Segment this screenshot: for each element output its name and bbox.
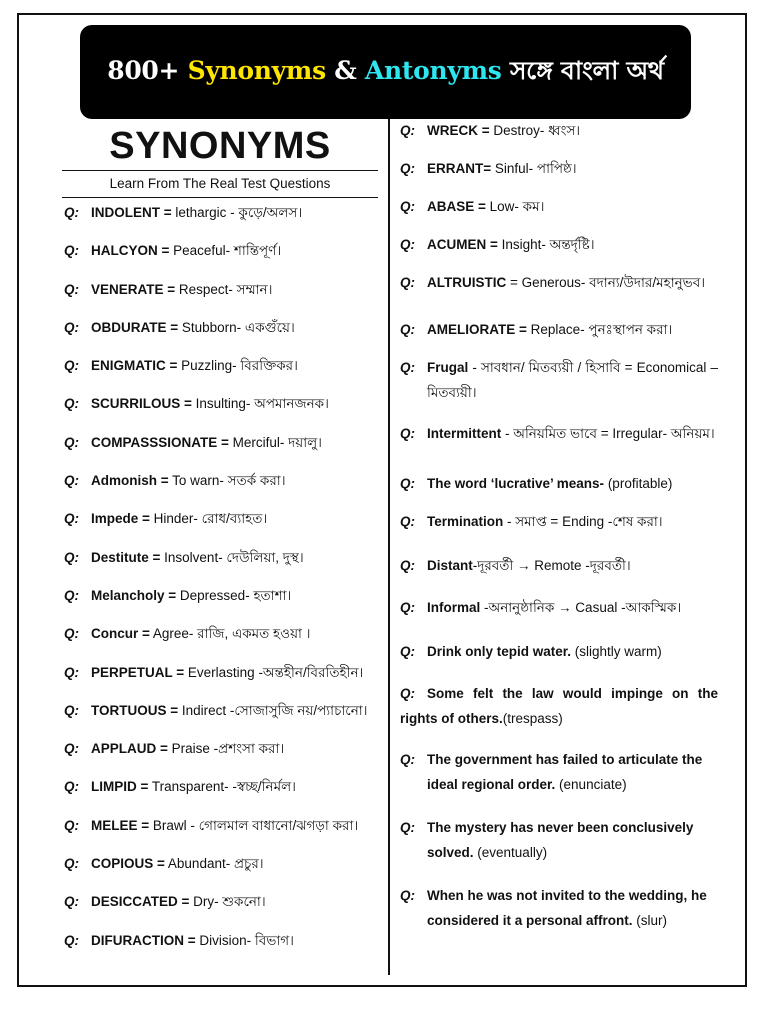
- question-marker: Q:: [64, 664, 79, 680]
- word-definition: Abundant- প্রচুর।: [164, 856, 264, 872]
- banner-bangla: সঙ্গে বাংলা অর্থ: [501, 55, 664, 85]
- word-term: APPLAUD =: [91, 741, 168, 757]
- question-marker: Q:: [64, 626, 79, 642]
- word-definition: Insulting- অপমানজনক।: [191, 396, 329, 412]
- question-marker: Q:: [400, 322, 415, 337]
- banner-antonyms: Antonyms: [364, 55, 502, 85]
- question-marker: Q:: [64, 817, 79, 833]
- word-definition: (profitable): [604, 476, 673, 491]
- word-definition: Low- কম।: [485, 199, 545, 214]
- word-term: OBDURATE =: [91, 319, 179, 335]
- question-marker: Q:: [400, 752, 415, 767]
- question-marker: Q:: [400, 199, 415, 214]
- word-term: ENIGMATIC =: [91, 358, 178, 374]
- list-item: [64, 277, 382, 315]
- question-marker: Q:: [400, 360, 415, 375]
- word-term: DIFURACTION =: [91, 932, 196, 948]
- word-term: PERPETUAL =: [91, 664, 185, 680]
- word-term: Some felt the law would impinge on the rights of others.: [400, 686, 718, 726]
- word-term: Termination: [427, 514, 504, 529]
- word-term: The word ‘lucrative’ means-: [427, 476, 605, 491]
- word-term: Melancholy =: [91, 587, 177, 603]
- word-definition: Replace- পুনঃস্থাপন করা।: [526, 322, 673, 337]
- list-item: [64, 430, 382, 468]
- word-definition: To warn- সতর্ক করা।: [168, 473, 286, 489]
- word-term: INDOLENT =: [91, 205, 172, 220]
- word-term: COPIOUS =: [91, 856, 165, 872]
- left-word-list: [64, 200, 382, 966]
- list-item: [400, 118, 718, 156]
- question-marker: Q:: [64, 549, 79, 565]
- question-marker: Q:: [64, 205, 79, 220]
- word-definition: - অনিয়মিত ভাবে = Irregular- অনিয়ম।: [501, 426, 715, 441]
- word-term: WRECK =: [427, 123, 490, 138]
- word-term: DESICCATED =: [91, 894, 190, 910]
- question-marker: Q:: [400, 275, 415, 290]
- word-definition: Everlasting -অন্তহীন/বিরতিহীন।: [184, 664, 364, 680]
- list-item: [64, 391, 382, 429]
- list-item: [64, 545, 382, 583]
- list-item: [400, 421, 718, 471]
- word-term: When he was not invited to the wedding, he considered it a personal affront.: [427, 888, 707, 928]
- question-marker: Q:: [64, 587, 79, 603]
- word-definition: (eventually): [473, 845, 548, 860]
- word-definition: Praise -প্রশংসা করা।: [167, 741, 285, 757]
- list-item: [400, 815, 718, 883]
- section-subtitle: Learn From The Real Test Questions: [62, 170, 378, 198]
- list-item: [64, 698, 382, 736]
- list-item: [64, 851, 382, 889]
- word-term: Frugal: [427, 360, 469, 375]
- list-item: [64, 315, 382, 353]
- word-definition: Dry- শুকনো।: [189, 894, 266, 910]
- banner-synonyms: Synonyms: [187, 55, 326, 85]
- question-marker: Q:: [400, 888, 415, 903]
- word-term: ALTRUISTIC: [427, 275, 507, 290]
- question-marker: Q:: [400, 820, 415, 835]
- list-item: [64, 583, 382, 621]
- question-marker: Q:: [64, 741, 79, 757]
- word-definition: Insolvent- দেউলিয়া, দুস্থ।: [160, 549, 304, 565]
- question-marker: Q:: [64, 856, 79, 872]
- list-item: [400, 156, 718, 194]
- word-term: VENERATE =: [91, 281, 176, 297]
- word-definition: (slur): [632, 913, 668, 928]
- question-marker: Q:: [400, 161, 415, 176]
- word-term: LIMPID =: [91, 779, 149, 795]
- question-marker: Q:: [400, 600, 415, 615]
- list-item: [400, 471, 718, 509]
- list-item: [64, 660, 382, 698]
- question-marker: Q:: [64, 932, 79, 948]
- word-definition: Hinder- রোধ/ব্যাহত।: [149, 511, 268, 527]
- word-term: TORTUOUS =: [91, 702, 179, 718]
- word-definition: Indirect -সোজাসুজি নয়/প্যাচানো।: [178, 702, 368, 718]
- list-item: [64, 200, 382, 238]
- word-definition: Peaceful- শান্তিপূর্ণ।: [169, 243, 282, 259]
- list-item: [64, 736, 382, 774]
- question-marker: Q:: [64, 702, 79, 718]
- question-marker: Q:: [64, 511, 79, 527]
- question-marker: Q:: [64, 473, 79, 489]
- word-definition: - সমাপ্ত = Ending -শেষ করা।: [503, 514, 663, 529]
- list-item: [400, 681, 718, 747]
- word-term: Admonish =: [91, 473, 169, 489]
- list-item: [64, 238, 382, 276]
- list-item: [400, 509, 718, 553]
- word-definition: Brawl - গোলমাল বাধানো/ঝগড়া করা।: [149, 817, 359, 833]
- word-definition: Respect- সম্মান।: [175, 281, 273, 297]
- question-marker: Q:: [64, 319, 79, 335]
- word-term: Destitute =: [91, 549, 161, 565]
- word-definition: (slightly warm): [571, 644, 662, 659]
- list-item: [400, 232, 718, 270]
- word-definition: Division- বিভাগ।: [195, 932, 294, 948]
- word-definition: Destroy- ধ্বংস।: [489, 123, 581, 138]
- word-term: COMPASSSIONATE =: [91, 434, 229, 450]
- list-item: [64, 468, 382, 506]
- list-item: [64, 774, 382, 812]
- word-definition: Insight- অন্তর্দৃষ্টি।: [497, 237, 595, 252]
- word-definition: Stubborn- একগুঁয়ে।: [178, 319, 295, 335]
- list-item: [400, 553, 718, 595]
- list-item: [400, 883, 718, 943]
- list-item: [400, 747, 718, 815]
- banner-count: 800+: [107, 55, 188, 85]
- question-marker: Q:: [64, 779, 79, 795]
- question-marker: Q:: [400, 686, 415, 701]
- column-divider: [388, 119, 390, 975]
- question-marker: Q:: [400, 237, 415, 252]
- list-item: [64, 889, 382, 927]
- word-definition: (enunciate): [555, 777, 627, 792]
- word-definition: lethargic - কুড়ে/অলস।: [171, 205, 303, 220]
- list-item: [400, 270, 718, 317]
- word-definition: Depressed- হতাশা।: [176, 587, 292, 603]
- word-term: The government has failed to articulate the ideal regional order.: [427, 752, 703, 792]
- word-definition: Transparent- -স্বচ্ছ/নির্মল।: [148, 779, 296, 795]
- list-item: [400, 595, 718, 639]
- header-banner: [80, 25, 691, 119]
- word-definition: Sinful- পাপিষ্ঠ।: [491, 161, 577, 176]
- question-marker: Q:: [64, 434, 79, 450]
- banner-ampersand: &: [325, 55, 365, 85]
- word-term: AMELIORATE =: [427, 322, 527, 337]
- word-term: Distant: [427, 558, 473, 573]
- question-marker: Q:: [64, 358, 79, 374]
- word-definition: -অনানুষ্ঠানিক → Casual -আকস্মিক।: [480, 600, 682, 615]
- list-item: [64, 813, 382, 851]
- word-term: Informal: [427, 600, 481, 615]
- question-marker: Q:: [64, 281, 79, 297]
- question-marker: Q:: [400, 558, 415, 573]
- list-item: [400, 355, 718, 421]
- question-marker: Q:: [64, 396, 79, 412]
- word-definition: -দূরবর্তী → Remote -দূরবর্তী।: [472, 558, 631, 573]
- word-term: ABASE =: [427, 199, 486, 214]
- word-term: ERRANT=: [427, 161, 492, 176]
- word-definition: Puzzling- বিরক্তিকর।: [177, 358, 298, 374]
- list-item: [400, 639, 718, 681]
- list-item: [400, 317, 718, 355]
- list-item: [64, 928, 382, 966]
- question-marker: Q:: [400, 514, 415, 529]
- word-definition: Merciful- দয়ালু।: [228, 434, 323, 450]
- word-term: Concur =: [91, 626, 150, 642]
- word-term: Intermittent: [427, 426, 502, 441]
- question-marker: Q:: [400, 476, 415, 491]
- question-marker: Q:: [64, 243, 79, 259]
- question-marker: Q:: [400, 644, 415, 659]
- right-word-list: [400, 118, 718, 943]
- section-title: SYNONYMS: [109, 125, 331, 167]
- list-item: [64, 353, 382, 391]
- word-definition: Agree- রাজি, একমত হওয়া ।: [149, 626, 311, 642]
- question-marker: Q:: [64, 894, 79, 910]
- word-definition: = Generous- বদান্য/উদার/মহানুভব।: [506, 275, 706, 290]
- word-term: Drink only tepid water.: [427, 644, 572, 659]
- word-term: The mystery has never been conclusively solved.: [427, 820, 694, 860]
- word-term: HALCYON =: [91, 243, 170, 259]
- word-term: MELEE =: [91, 817, 150, 833]
- banner-title: [107, 51, 664, 94]
- word-definition: (trespass): [502, 711, 563, 726]
- word-definition: - সাবধান/ মিতব্যয়ী / হিসাবি = Economical – মিতব্যয়ী।: [427, 360, 718, 400]
- question-marker: Q:: [400, 426, 415, 441]
- word-term: SCURRILOUS =: [91, 396, 192, 412]
- word-term: Impede =: [91, 511, 150, 527]
- list-item: [64, 506, 382, 544]
- list-item: [64, 621, 382, 659]
- word-term: ACUMEN =: [427, 237, 498, 252]
- list-item: [400, 194, 718, 232]
- question-marker: Q:: [400, 123, 415, 138]
